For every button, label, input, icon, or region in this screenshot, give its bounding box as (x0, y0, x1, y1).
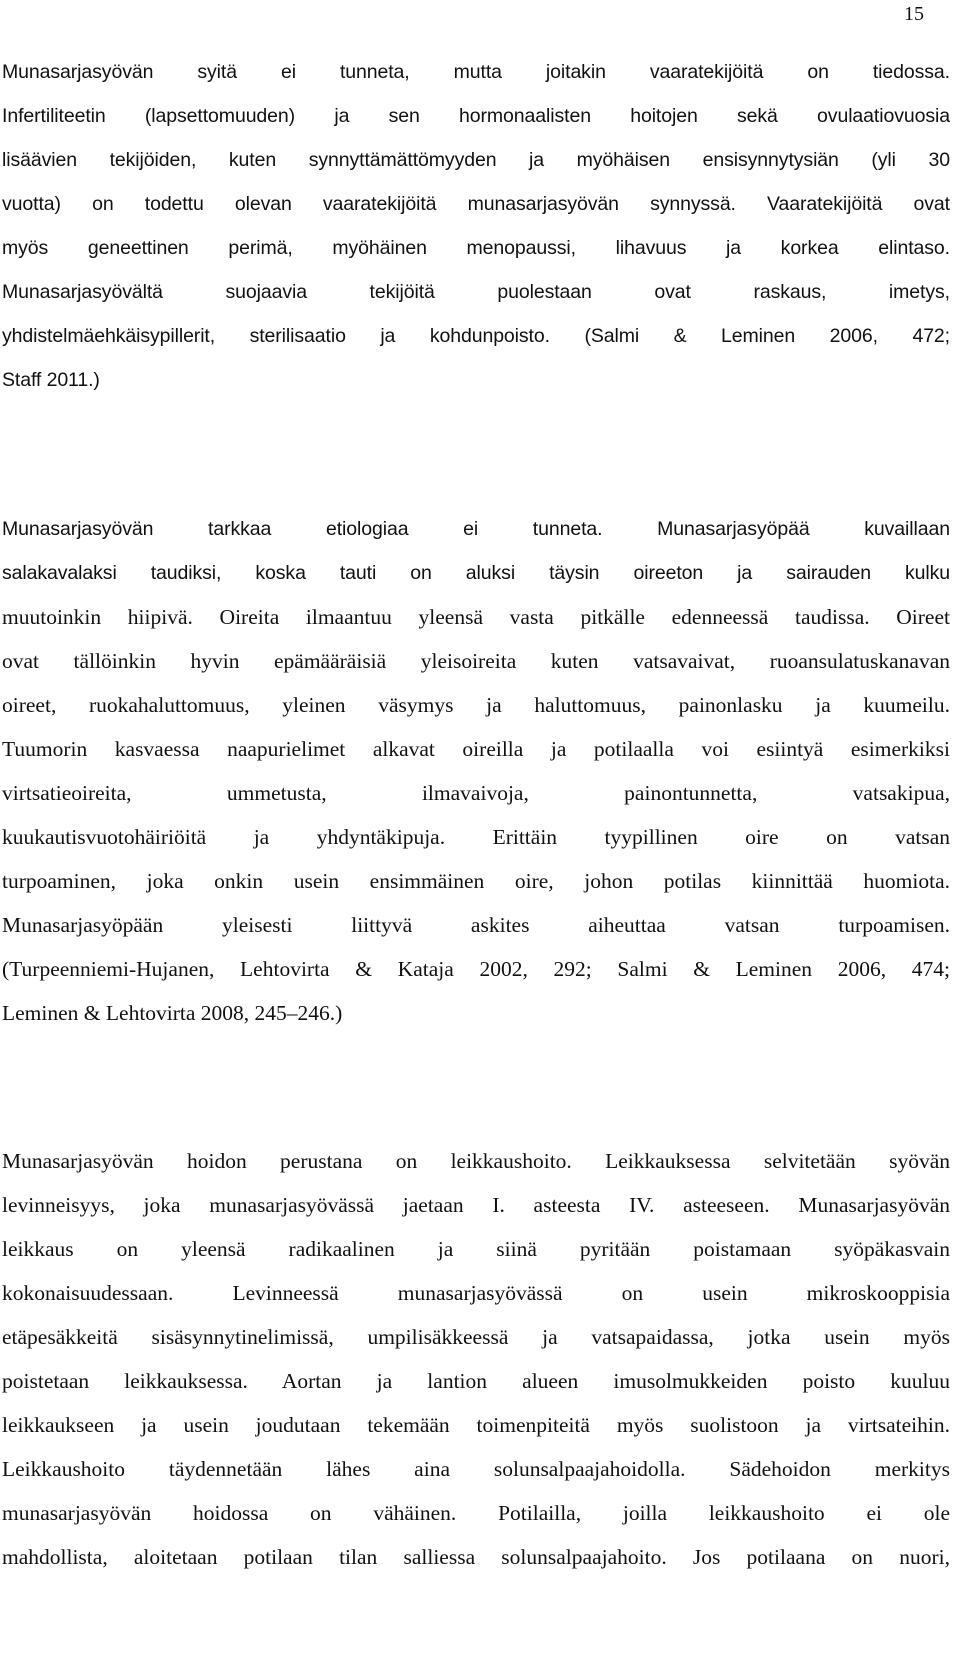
text-line: Munasarjasyövän hoidon perustana on leikkaushoito. Leikkauksessa selvitetään syövän (2, 1149, 950, 1173)
text-line: etäpesäkkeitä sisäsynnytinelimissä, umpilisäkkeessä ja vatsapaidassa, jotka usein myös (2, 1325, 950, 1349)
text-line: virtsatieoireita, ummetusta, ilmavaivoja, painontunnetta, vatsakipua, (2, 781, 950, 805)
text-line: Munasarjasyövältä suojaavia tekijöitä puolestaan ovat raskaus, imetys, (2, 281, 950, 303)
page-number: 15 (904, 3, 924, 25)
text-line: vuotta) on todettu olevan vaaratekijöitä munasarjasyövän synnyssä. Vaaratekijöitä ovat (2, 193, 950, 215)
text-line: Munasarjasyövän tarkkaa etiologiaa ei tunneta. Munasarjasyöpää kuvaillaan (2, 518, 950, 540)
text-line: myös geneettinen perimä, myöhäinen menopaussi, lihavuus ja korkea elintaso. (2, 237, 950, 259)
text-line: leikkaukseen ja usein joudutaan tekemään toimenpiteitä myös suolistoon ja virtsateihin. (2, 1413, 950, 1437)
text-line: poistetaan leikkauksessa. Aortan ja lantion alueen imusolmukkeiden poisto kuuluu (2, 1369, 950, 1393)
text-line: Munasarjasyövän syitä ei tunneta, mutta joitakin vaaratekijöitä on tiedossa. (2, 61, 950, 83)
text-line: lisäävien tekijöiden, kuten synnyttämättömyyden ja myöhäisen ensisynnytysiän (yli 30 (2, 149, 950, 171)
text-line: ovat tällöinkin hyvin epämääräisiä yleisoireita kuten vatsavaivat, ruoansulatuskanavan (2, 649, 950, 673)
text-line: turpoaminen, joka onkin usein ensimmäinen oire, johon potilas kiinnittää huomiota. (2, 869, 950, 893)
text-line: Leikkaushoito täydennetään lähes aina solunsalpaajahoidolla. Sädehoidon merkitys (2, 1457, 950, 1481)
text-line: Staff 2011.) (2, 369, 100, 391)
text-line: muutoinkin hiipivä. Oireita ilmaantuu yleensä vasta pitkälle edenneessä taudissa. Oireet (2, 605, 950, 629)
text-line: kokonaisuudessaan. Levinneessä munasarjasyövässä on usein mikroskooppisia (2, 1281, 950, 1305)
text-line: levinneisyys, joka munasarjasyövässä jaetaan I. asteesta IV. asteeseen. Munasarjasyövän (2, 1193, 950, 1217)
text-line: kuukautisvuotohäiriöitä ja yhdyntäkipuja. Erittäin tyypillinen oire on vatsan (2, 825, 950, 849)
text-line: munasarjasyövän hoidossa on vähäinen. Potilailla, joilla leikkaushoito ei ole (2, 1501, 950, 1525)
text-line: Infertiliteetin (lapsettomuuden) ja sen hormonaalisten hoitojen sekä ovulaatiovuosia (2, 105, 950, 127)
text-line: leikkaus on yleensä radikaalinen ja siinä pyritään poistamaan syöpäkasvain (2, 1237, 950, 1261)
text-line: (Turpeenniemi-Hujanen, Lehtovirta & Kataja 2002, 292; Salmi & Leminen 2006, 474; (2, 957, 950, 981)
text-line: salakavalaksi taudiksi, koska tauti on aluksi täysin oireeton ja sairauden kulku (2, 562, 950, 584)
text-line: Tuumorin kasvaessa naapurielimet alkavat oireilla ja potilaalla voi esiintyä esimerkiksi (2, 737, 950, 761)
text-line: Leminen & Lehtovirta 2008, 245–246.) (2, 1001, 343, 1025)
text-line: yhdistelmäehkäisypillerit, sterilisaatio ja kohdunpoisto. (Salmi & Leminen 2006, 472; (2, 325, 950, 347)
text-line: mahdollista, aloitetaan potilaan tilan salliessa solunsalpaajahoito. Jos potilaana on nuori, (2, 1545, 950, 1569)
text-line: oireet, ruokahaluttomuus, yleinen väsymys ja haluttomuus, painonlasku ja kuumeilu. (2, 693, 950, 717)
text-line: Munasarjasyöpään yleisesti liittyvä askites aiheuttaa vatsan turpoamisen. (2, 913, 950, 937)
